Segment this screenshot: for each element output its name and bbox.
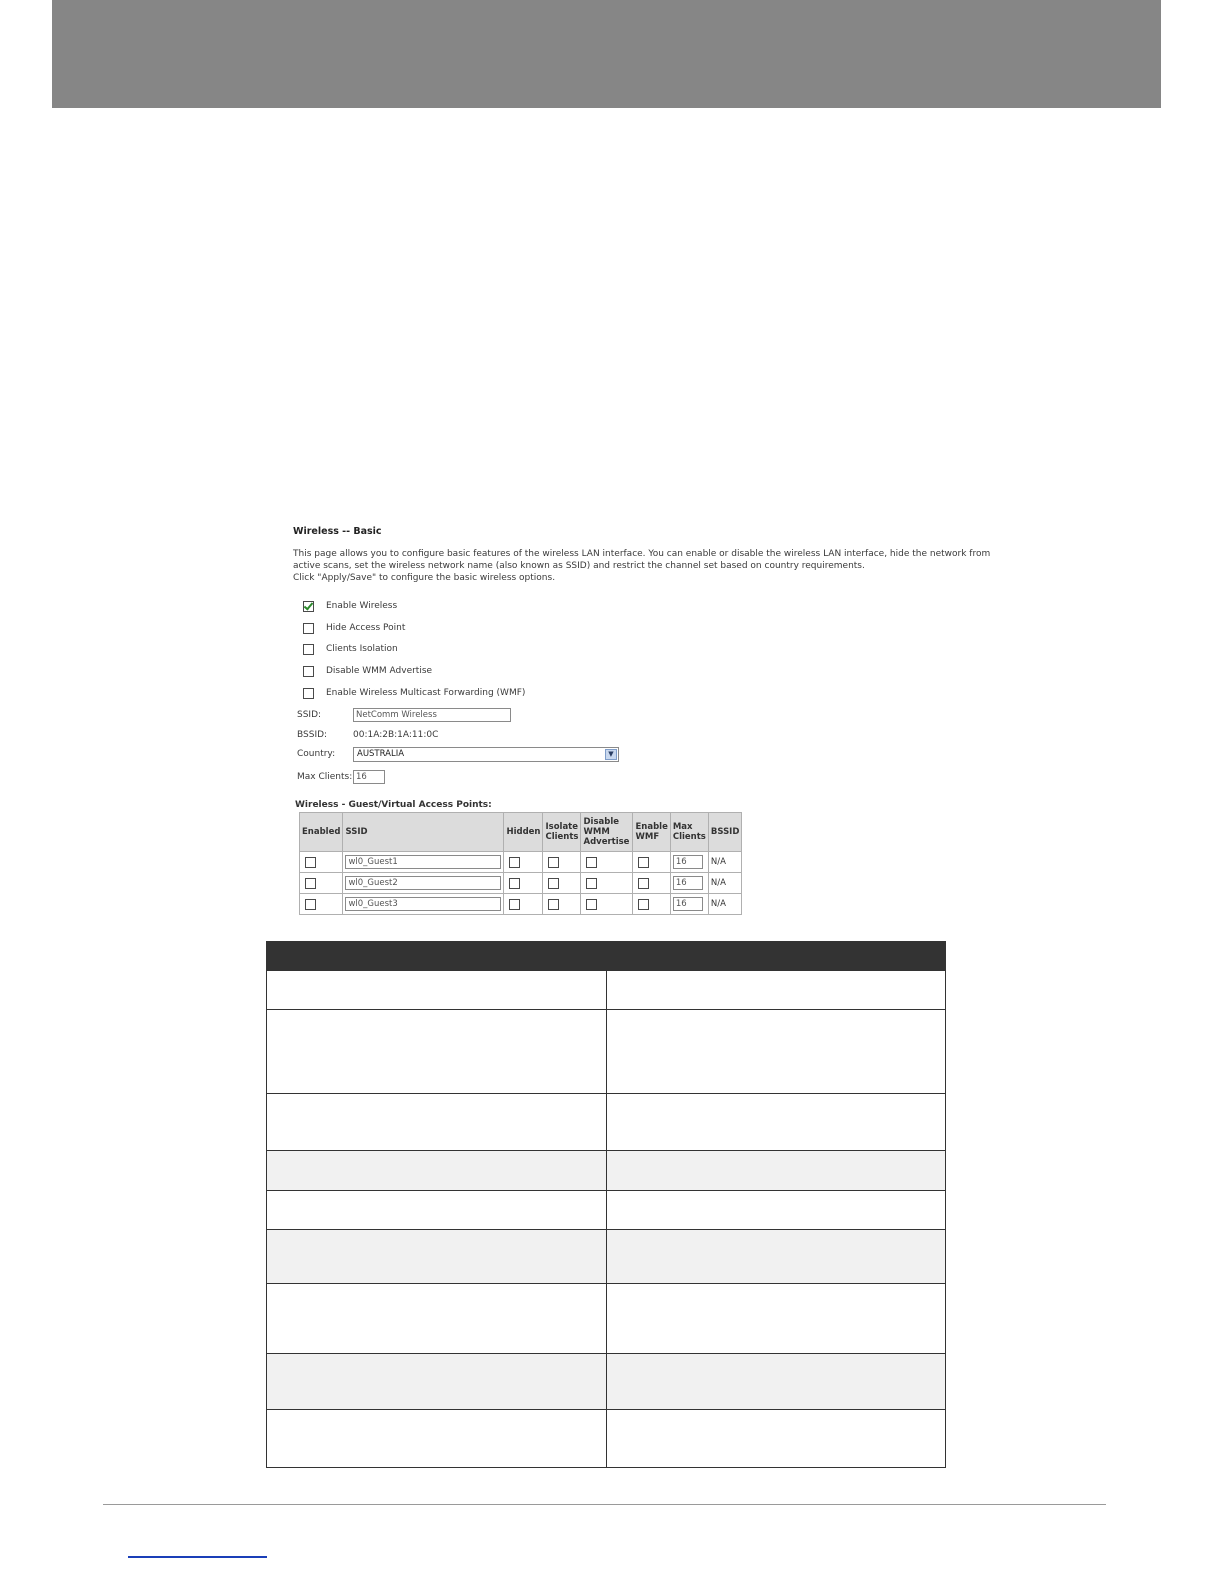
footer-divider — [103, 1504, 1106, 1505]
country-select[interactable] — [353, 747, 619, 762]
option-label: Enable Wireless Multicast Forwarding (WMF) — [326, 688, 526, 698]
option-label: Hide Access Point — [326, 623, 406, 633]
enable-wmf-checkbox[interactable] — [303, 688, 314, 699]
guest-ap-table — [299, 812, 742, 915]
wireless-basic-title: Wireless -- Basic — [293, 526, 382, 537]
table-row — [267, 1151, 946, 1191]
guest-hidden-checkbox[interactable] — [509, 857, 520, 868]
description-line: Click "Apply/Save" to configure the basic wireless options. — [293, 573, 556, 583]
bssid-label: BSSID: — [297, 730, 328, 740]
chevron-down-icon[interactable]: ▼ — [605, 749, 617, 760]
option-label: Enable Wireless — [326, 601, 398, 611]
guest-wmf-checkbox[interactable] — [638, 899, 649, 910]
guest-hidden-checkbox[interactable] — [509, 899, 520, 910]
table-row — [300, 894, 742, 915]
guest-isolate-checkbox[interactable] — [548, 899, 559, 910]
guest-ap-title: Wireless - Guest/Virtual Access Points: — [295, 800, 492, 810]
guest-wmm-checkbox[interactable] — [586, 899, 597, 910]
col-enable-wmf: Enable WMF — [633, 813, 670, 852]
guest-max-clients-input[interactable]: 16 — [673, 876, 703, 890]
country-selected-value: AUSTRALIA — [357, 749, 405, 759]
option-enable-wireless[interactable] — [303, 599, 397, 613]
table-row — [267, 1094, 946, 1151]
table-row — [300, 873, 742, 894]
guest-ssid-input[interactable]: wl0_Guest1 — [345, 855, 501, 869]
guest-max-clients-input[interactable]: 16 — [673, 897, 703, 911]
clients-isolation-checkbox[interactable] — [303, 644, 314, 655]
table-row — [267, 1410, 946, 1468]
guest-wmf-checkbox[interactable] — [638, 878, 649, 889]
table-row — [267, 1230, 946, 1284]
guest-isolate-checkbox[interactable] — [548, 878, 559, 889]
wireless-basic-description — [293, 548, 991, 584]
page-header-band — [52, 0, 1161, 108]
guest-wmm-checkbox[interactable] — [586, 857, 597, 868]
guest-bssid-value: N/A — [708, 894, 742, 915]
guest-enabled-checkbox[interactable] — [305, 857, 316, 868]
guest-enabled-checkbox[interactable] — [305, 899, 316, 910]
guest-wmf-checkbox[interactable] — [638, 857, 649, 868]
guest-max-clients-input[interactable]: 16 — [673, 855, 703, 869]
col-disable-wmm: Disable WMM Advertise — [581, 813, 633, 852]
table-row — [267, 971, 946, 1010]
guest-ssid-input[interactable]: wl0_Guest3 — [345, 897, 501, 911]
bssid-value: 00:1A:2B:1A:11:0C — [353, 730, 439, 740]
col-max-clients: Max Clients — [670, 813, 708, 852]
footer-link-underline[interactable] — [128, 1556, 267, 1558]
ssid-input[interactable]: NetComm Wireless — [353, 708, 511, 722]
hide-access-point-checkbox[interactable] — [303, 623, 314, 634]
col-enabled: Enabled — [300, 813, 343, 852]
table-header-row — [300, 813, 742, 852]
table-row — [300, 852, 742, 873]
enable-wireless-checkbox[interactable] — [303, 601, 314, 612]
col-ssid: SSID — [343, 813, 504, 852]
description-table-header — [267, 942, 946, 971]
table-row — [267, 1191, 946, 1230]
description-line: active scans, set the wireless network name (also known as SSID) and restrict the channel set based on country requirements. — [293, 561, 865, 571]
option-hide-access-point[interactable] — [303, 621, 405, 635]
guest-wmm-checkbox[interactable] — [586, 878, 597, 889]
disable-wmm-checkbox[interactable] — [303, 666, 314, 677]
guest-enabled-checkbox[interactable] — [305, 878, 316, 889]
option-disable-wmm[interactable] — [303, 664, 432, 678]
guest-isolate-checkbox[interactable] — [548, 857, 559, 868]
col-isolate-clients: Isolate Clients — [543, 813, 581, 852]
description-line: This page allows you to configure basic features of the wireless LAN interface. You can enable or disable the wireless LAN interface, hide the network from — [293, 549, 991, 559]
option-column-header — [267, 942, 607, 971]
option-clients-isolation[interactable] — [303, 642, 398, 656]
field-description-table — [266, 941, 946, 1468]
table-row — [267, 1010, 946, 1094]
max-clients-row — [297, 769, 385, 785]
guest-hidden-checkbox[interactable] — [509, 878, 520, 889]
ssid-label: SSID: — [297, 710, 322, 720]
max-clients-input[interactable]: 16 — [353, 770, 385, 784]
max-clients-label: Max Clients: — [297, 772, 353, 782]
country-label: Country: — [297, 749, 336, 759]
country-row — [297, 746, 619, 762]
option-label: Clients Isolation — [326, 644, 398, 654]
table-row — [267, 1284, 946, 1354]
col-hidden: Hidden — [504, 813, 543, 852]
definition-column-header — [606, 942, 946, 971]
col-bssid: BSSID — [708, 813, 742, 852]
option-label: Disable WMM Advertise — [326, 666, 433, 676]
option-enable-wmf[interactable] — [303, 686, 525, 700]
guest-bssid-value: N/A — [708, 873, 742, 894]
table-row — [267, 1354, 946, 1410]
guest-bssid-value: N/A — [708, 852, 742, 873]
ssid-row — [297, 707, 511, 723]
bssid-row — [297, 727, 438, 743]
guest-ssid-input[interactable]: wl0_Guest2 — [345, 876, 501, 890]
